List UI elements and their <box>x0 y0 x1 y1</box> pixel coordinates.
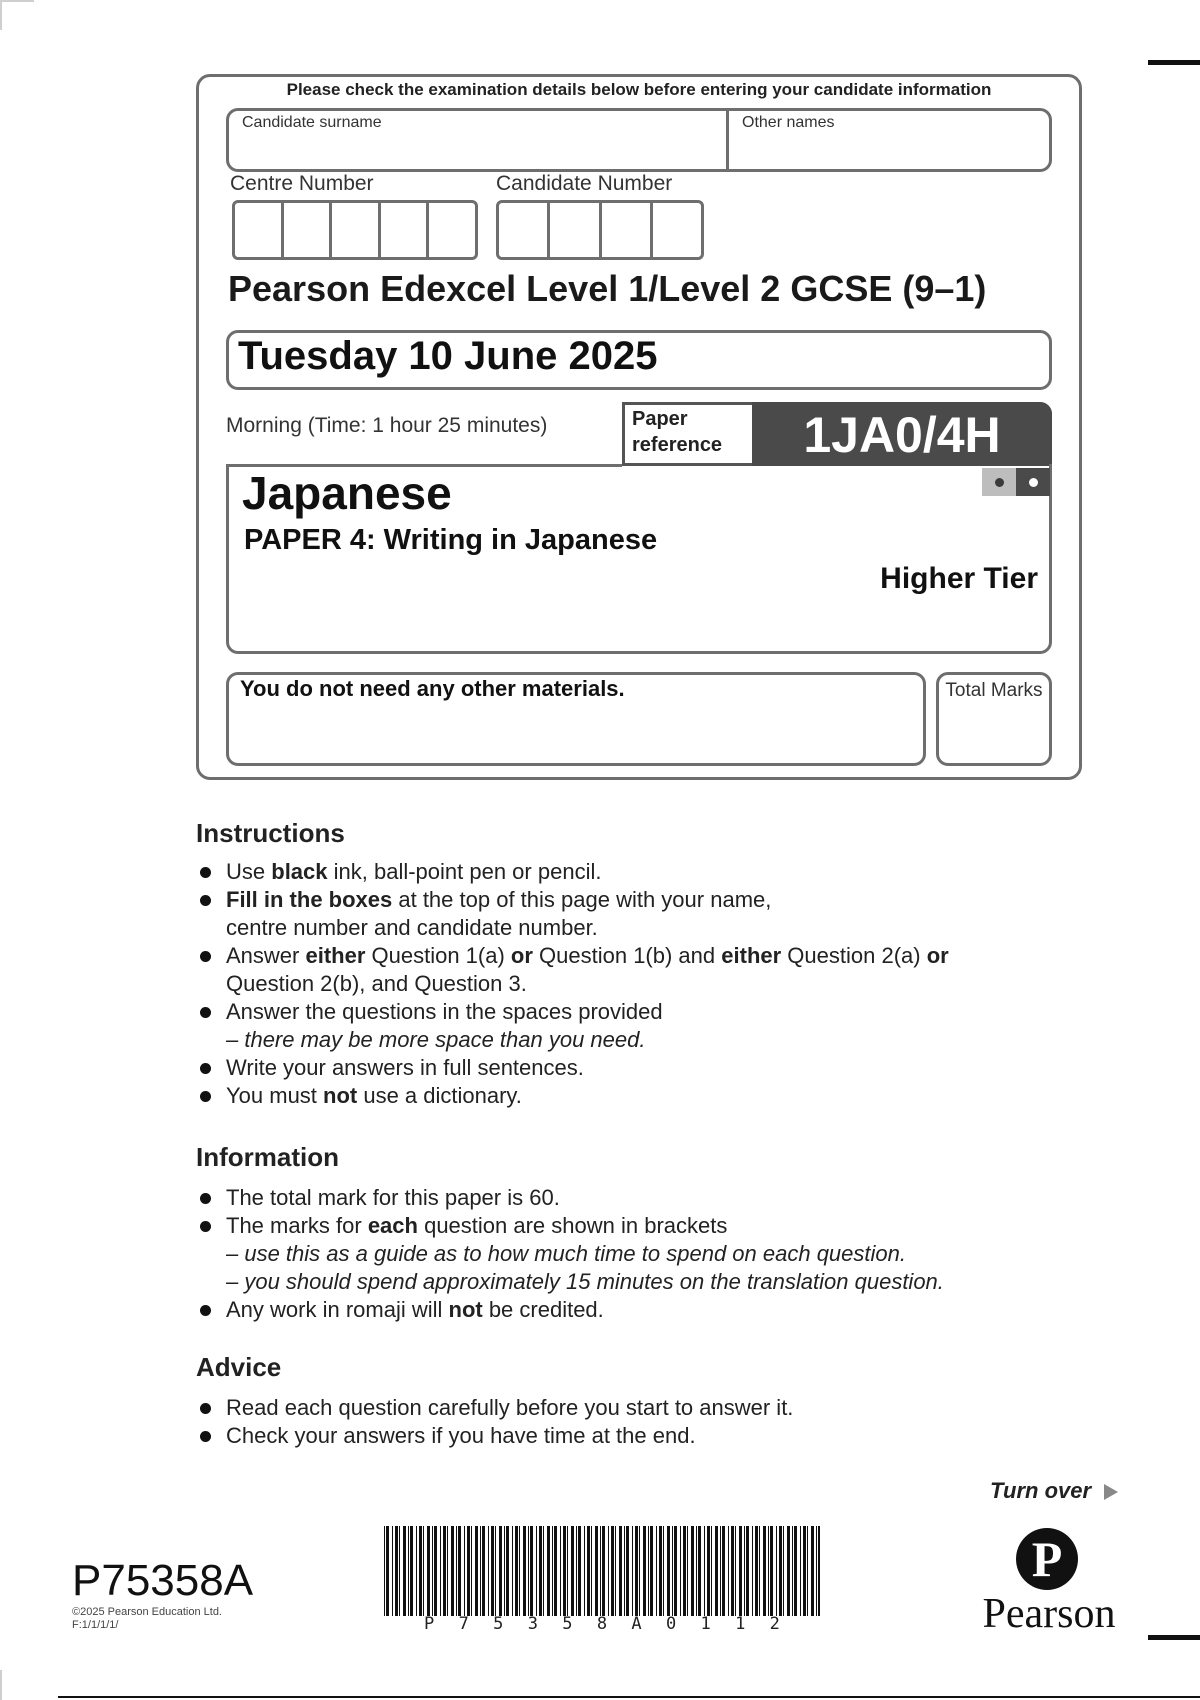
registration-mark-top <box>1148 60 1200 65</box>
name-box-divider <box>726 108 729 172</box>
other-names-label: Other names <box>742 114 835 131</box>
list-item: Check your answers if you have time at the end. <box>196 1422 1016 1450</box>
list-item: Answer the questions in the spaces provided – there may be more space than you need. <box>196 998 996 1054</box>
exam-date: Tuesday 10 June 2025 <box>238 334 658 378</box>
copyright-notice: ©2025 Pearson Education Ltd. F:1/1/1/1/ <box>72 1606 222 1631</box>
paper-code: P75358A <box>72 1556 254 1605</box>
barcode-digit: 2 <box>769 1614 780 1634</box>
list-item: Fill in the boxes at the top of this page with your name, centre number and candidate number. <box>196 886 826 942</box>
digit-cell[interactable] <box>653 203 701 257</box>
paper-title: PAPER 4: Writing in Japanese <box>244 524 658 556</box>
digit-cell[interactable] <box>429 203 475 257</box>
advice-list <box>196 1394 1016 1450</box>
digit-cell[interactable] <box>381 203 430 257</box>
tier-indicator-icon <box>982 468 1016 496</box>
bottom-rule <box>58 1696 1200 1698</box>
crop-mark-bottom-left <box>0 1670 2 1700</box>
crop-mark-top-left <box>0 0 34 2</box>
digit-cell[interactable] <box>332 203 381 257</box>
crop-mark-top-left-vertical <box>0 0 2 30</box>
barcode-digit: 0 <box>665 1614 677 1634</box>
information-list <box>196 1184 1016 1324</box>
list-item: Use black ink, ball-point pen or pencil. <box>196 858 996 886</box>
list-item: Write your answers in full sentences. <box>196 1054 996 1082</box>
materials-note: You do not need any other materials. <box>240 676 625 701</box>
pearson-wordmark: Pearson <box>982 1591 1116 1637</box>
subject-title: Japanese <box>242 467 452 519</box>
barcode-digit: P <box>424 1614 435 1634</box>
surname-label: Candidate surname <box>242 114 382 131</box>
paper-reference-label: Paper reference <box>632 408 723 456</box>
registration-mark-bottom <box>1148 1635 1200 1640</box>
digit-cell[interactable] <box>602 203 653 257</box>
digit-cell[interactable] <box>235 203 284 257</box>
instructions-heading: Instructions <box>196 818 345 848</box>
instructions-list <box>196 858 996 1110</box>
tier-indicator-icon <box>1016 468 1050 496</box>
list-item: You must not use a dictionary. <box>196 1082 996 1110</box>
list-item: Answer either Question 1(a) or Question 1(b) and either Question 2(a) or Question 2(b), and Question 3. <box>196 942 996 998</box>
barcode-digit: 1 <box>700 1614 711 1634</box>
check-notice: Please check the examination details below before entering your candidate information <box>286 80 992 99</box>
tier-label: Higher Tier <box>880 562 1038 595</box>
list-item: Read each question carefully before you start to answer it. <box>196 1394 1016 1422</box>
barcode-number <box>384 1614 820 1634</box>
digit-cell[interactable] <box>550 203 601 257</box>
barcode-digit: 3 <box>527 1614 538 1634</box>
turn-over-label: Turn over <box>990 1478 1092 1503</box>
barcode-digit: 8 <box>596 1614 608 1634</box>
candidate-number-label: Candidate Number <box>496 172 673 195</box>
information-heading: Information <box>196 1142 339 1172</box>
paper-reference-code: 1JA0/4H <box>803 407 1001 463</box>
pearson-logo-icon: P <box>1016 1528 1078 1590</box>
barcode-digit: A <box>631 1614 642 1634</box>
barcode-digit: 1 <box>735 1614 746 1634</box>
centre-number-label: Centre Number <box>230 172 374 195</box>
advice-heading: Advice <box>196 1352 282 1382</box>
barcode-digit: 5 <box>493 1614 504 1634</box>
list-item: Any work in romaji will not be credited. <box>196 1296 1016 1324</box>
barcode-icon <box>384 1526 820 1616</box>
qualification-title: Pearson Edexcel Level 1/Level 2 GCSE (9–1) <box>228 268 987 309</box>
list-item: The total mark for this paper is 60. <box>196 1184 1016 1212</box>
barcode-digit: 5 <box>562 1614 573 1634</box>
barcode-digit: 7 <box>458 1614 469 1634</box>
digit-cell[interactable] <box>284 203 333 257</box>
candidate-number-field[interactable] <box>496 200 704 260</box>
total-marks-label: Total Marks <box>945 680 1043 701</box>
arrow-right-icon <box>1104 1484 1118 1500</box>
centre-number-field[interactable] <box>232 200 478 260</box>
session-time: Morning (Time: 1 hour 25 minutes) <box>226 414 548 437</box>
digit-cell[interactable] <box>499 203 550 257</box>
list-item: The marks for each question are shown in brackets – use this as a guide as to how much time to spend on each question. – you should spend approximately 15 minutes on the translation question. <box>196 1212 1016 1296</box>
